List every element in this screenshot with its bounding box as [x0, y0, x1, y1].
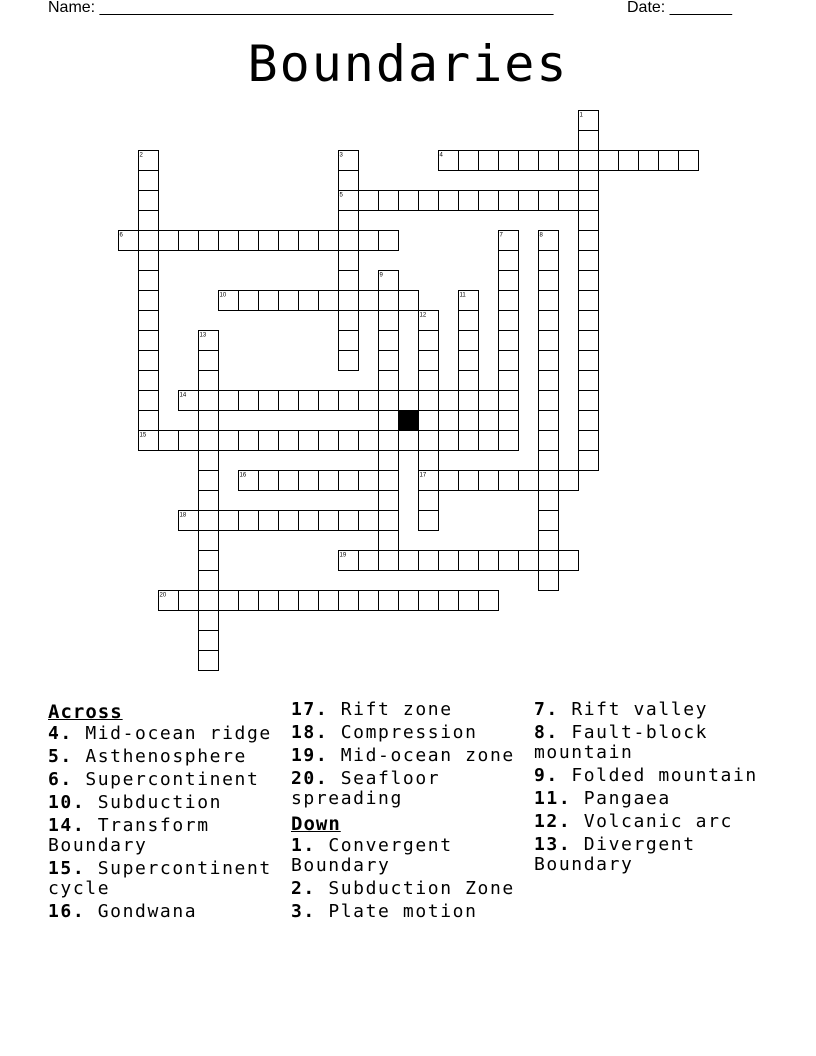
clue-number-label: 11 [459, 292, 466, 299]
grid-cell[interactable] [539, 251, 559, 271]
grid-cell[interactable] [499, 351, 519, 371]
grid-cell[interactable] [259, 591, 279, 611]
grid-cell[interactable] [459, 411, 479, 431]
grid-cell[interactable] [379, 531, 399, 551]
grid-cell[interactable] [539, 151, 559, 171]
grid-cell[interactable] [419, 591, 439, 611]
grid-cell[interactable] [419, 391, 439, 411]
grid-cell[interactable] [199, 231, 219, 251]
grid-cell[interactable] [199, 571, 219, 591]
clue-item: 9. Folded mountain [534, 765, 758, 786]
grid-cell[interactable] [359, 511, 379, 531]
grid-cell[interactable] [299, 591, 319, 611]
grid-cell[interactable] [579, 171, 599, 191]
grid-cell[interactable] [259, 231, 279, 251]
grid-cell[interactable] [399, 391, 419, 411]
grid-cell[interactable] [339, 551, 359, 571]
grid-cell[interactable] [219, 591, 239, 611]
grid-cell[interactable] [499, 391, 519, 411]
grid-cell[interactable] [419, 471, 439, 491]
grid-cell[interactable] [399, 191, 419, 211]
grid-cell[interactable] [539, 331, 559, 351]
grid-cell[interactable] [259, 431, 279, 451]
puzzle-title: Boundaries [247, 35, 569, 93]
grid-cell[interactable] [339, 151, 359, 171]
grid-cell[interactable] [379, 271, 399, 291]
grid-cell[interactable] [339, 351, 359, 371]
grid-cell[interactable] [439, 151, 459, 171]
grid-cell[interactable] [419, 491, 439, 511]
grid-cell[interactable] [139, 391, 159, 411]
grid-cell[interactable] [359, 551, 379, 571]
across-heading: Across [48, 701, 123, 723]
grid-cell[interactable] [199, 551, 219, 571]
grid-cell[interactable] [159, 431, 179, 451]
grid-cell[interactable] [539, 431, 559, 451]
clue-column-2 [291, 700, 527, 925]
grid-cell[interactable] [159, 591, 179, 611]
grid-cell[interactable] [399, 431, 419, 451]
grid-cell[interactable] [459, 431, 479, 451]
grid-cell[interactable] [579, 131, 599, 151]
grid-cell[interactable] [419, 511, 439, 531]
clue-item: 16. Gondwana [48, 901, 198, 922]
grid-cell[interactable] [359, 431, 379, 451]
clue-number-label: 9 [379, 272, 383, 279]
grid-cell[interactable] [479, 551, 499, 571]
grid-cell[interactable] [139, 191, 159, 211]
grid-cell[interactable] [379, 591, 399, 611]
clue-item: 8. Fault-block mountain [534, 722, 709, 763]
grid-cell[interactable] [339, 271, 359, 291]
grid-cell[interactable] [199, 631, 219, 651]
name-field[interactable]: Name: ___________________________________________________ [48, 0, 554, 16]
grid-cell[interactable] [519, 191, 539, 211]
grid-cell[interactable] [499, 291, 519, 311]
grid-cell[interactable] [319, 231, 339, 251]
grid-cell[interactable] [619, 151, 639, 171]
grid-cell[interactable] [339, 391, 359, 411]
grid-cell[interactable] [299, 391, 319, 411]
clue-item: 20. Seafloor spreading [291, 768, 441, 809]
grid-cell[interactable] [579, 431, 599, 451]
clue-column-1 [48, 700, 284, 925]
grid-cell[interactable] [239, 291, 259, 311]
grid-cell[interactable] [539, 231, 559, 251]
grid-cell[interactable] [499, 411, 519, 431]
clue-number-label: 10 [219, 292, 227, 299]
grid-cell[interactable] [259, 511, 279, 531]
grid-cell[interactable] [199, 511, 219, 531]
clue-item: 19. Mid-ocean zone [291, 745, 515, 766]
grid-cell[interactable] [579, 311, 599, 331]
grid-cell[interactable] [139, 211, 159, 231]
grid-cell[interactable] [339, 311, 359, 331]
grid-cell[interactable] [539, 491, 559, 511]
grid-cell[interactable] [179, 591, 199, 611]
clue-item: 12. Volcanic arc [534, 811, 733, 832]
grid-cell[interactable] [539, 391, 559, 411]
grid-cell[interactable] [639, 151, 659, 171]
grid-cell[interactable] [319, 431, 339, 451]
grid-cell[interactable] [379, 491, 399, 511]
grid-cell[interactable] [499, 191, 519, 211]
grid-cell[interactable] [439, 551, 459, 571]
grid-cell[interactable] [479, 431, 499, 451]
grid-cell[interactable] [459, 191, 479, 211]
grid-cell[interactable] [319, 591, 339, 611]
grid-cell[interactable] [379, 351, 399, 371]
grid-cell[interactable] [579, 411, 599, 431]
grid-cell[interactable] [419, 451, 439, 471]
grid-cell[interactable] [479, 471, 499, 491]
grid-cell[interactable] [339, 471, 359, 491]
grid-cell[interactable] [379, 311, 399, 331]
grid-cell[interactable] [379, 191, 399, 211]
grid-cell[interactable] [219, 231, 239, 251]
clue-item: 15. Supercontinent cycle [48, 858, 272, 899]
grid-cell[interactable] [539, 551, 559, 571]
clue-number-label: 14 [179, 392, 187, 399]
grid-cell[interactable] [459, 291, 479, 311]
clue-list [48, 700, 788, 960]
grid-cell[interactable] [519, 151, 539, 171]
grid-cell[interactable] [439, 431, 459, 451]
grid-cell[interactable] [499, 151, 519, 171]
grid-cell[interactable] [499, 271, 519, 291]
grid-cell[interactable] [579, 371, 599, 391]
grid-cell[interactable] [399, 551, 419, 571]
grid-cell[interactable] [459, 391, 479, 411]
grid-cell[interactable] [579, 111, 599, 131]
grid-cell[interactable] [459, 551, 479, 571]
grid-cell[interactable] [459, 331, 479, 351]
grid-cell[interactable] [539, 471, 559, 491]
grid-cell[interactable] [579, 151, 599, 171]
grid-cell[interactable] [139, 231, 159, 251]
grid-cell[interactable] [359, 471, 379, 491]
grid-cell[interactable] [199, 351, 219, 371]
grid-cell[interactable] [479, 191, 499, 211]
grid-cell[interactable] [519, 471, 539, 491]
grid-cell[interactable] [539, 291, 559, 311]
clue-number-label: 13 [199, 332, 207, 339]
grid-cell[interactable] [199, 651, 219, 671]
grid-cell[interactable] [579, 251, 599, 271]
grid-cell[interactable] [579, 391, 599, 411]
grid-cell[interactable] [139, 271, 159, 291]
grid-cell[interactable] [279, 511, 299, 531]
grid-cell[interactable] [559, 551, 579, 571]
clue-number-label: 17 [419, 472, 427, 479]
grid-cell[interactable] [339, 291, 359, 311]
grid-cell[interactable] [139, 431, 159, 451]
grid-cell[interactable] [379, 371, 399, 391]
clue-item: 1. Convergent Boundary [291, 835, 453, 876]
grid-cell[interactable] [239, 471, 259, 491]
grid-cell[interactable] [219, 391, 239, 411]
grid-cell[interactable] [379, 431, 399, 451]
grid-cell[interactable] [459, 311, 479, 331]
grid-cell[interactable] [659, 151, 679, 171]
grid-cell[interactable] [579, 291, 599, 311]
grid-cell[interactable] [139, 151, 159, 171]
grid-cell[interactable] [419, 351, 439, 371]
grid-cell[interactable] [579, 191, 599, 211]
grid-cell[interactable] [599, 151, 619, 171]
clue-item: 5. Asthenosphere [48, 746, 247, 767]
grid-cell[interactable] [579, 451, 599, 471]
down-heading: Down [291, 813, 341, 835]
grid-cell[interactable] [339, 191, 359, 211]
grid-cell[interactable] [399, 591, 419, 611]
grid-cell[interactable] [439, 591, 459, 611]
grid-cell[interactable] [219, 511, 239, 531]
grid-cell[interactable] [559, 191, 579, 211]
grid-cell[interactable] [439, 391, 459, 411]
clue-number-label: 4 [439, 152, 443, 159]
grid-cell[interactable] [679, 151, 699, 171]
clue-item: 13. Divergent Boundary [534, 834, 696, 875]
grid-cell[interactable] [579, 331, 599, 351]
clue-number-label: 7 [499, 232, 503, 239]
grid-cell[interactable] [359, 591, 379, 611]
clue-item: 4. Mid-ocean ridge [48, 723, 272, 744]
grid-cell[interactable] [219, 291, 239, 311]
grid-cell[interactable] [379, 511, 399, 531]
grid-cell[interactable] [539, 511, 559, 531]
grid-cell[interactable] [539, 531, 559, 551]
grid-cell[interactable] [279, 391, 299, 411]
clue-number-label: 8 [539, 232, 543, 239]
grid-cell[interactable] [199, 471, 219, 491]
grid-cell[interactable] [259, 471, 279, 491]
grid-cell[interactable] [419, 331, 439, 351]
grid-cell[interactable] [339, 431, 359, 451]
grid-cell[interactable] [379, 471, 399, 491]
clue-number-label: 1 [579, 112, 583, 119]
grid-cell[interactable] [419, 551, 439, 571]
grid-cell[interactable] [259, 291, 279, 311]
clue-number-label: 12 [419, 312, 427, 319]
grid-cell[interactable] [359, 291, 379, 311]
grid-cell[interactable] [579, 231, 599, 251]
header-row [48, 0, 748, 18]
grid-cell[interactable] [499, 331, 519, 351]
grid-cell[interactable] [539, 451, 559, 471]
grid-cell[interactable] [499, 431, 519, 451]
grid-cell[interactable] [179, 231, 199, 251]
date-field[interactable]: Date: _______ [627, 0, 732, 16]
grid-cell[interactable] [499, 551, 519, 571]
grid-cell[interactable] [239, 391, 259, 411]
grid-cell[interactable] [579, 351, 599, 371]
grid-cell[interactable] [239, 591, 259, 611]
grid-cell[interactable] [239, 431, 259, 451]
grid-cell[interactable] [419, 191, 439, 211]
grid-cell[interactable] [439, 191, 459, 211]
clue-item: 7. Rift valley [534, 699, 709, 720]
grid-cell[interactable] [359, 391, 379, 411]
grid-cell[interactable] [579, 211, 599, 231]
grid-cell[interactable] [459, 371, 479, 391]
grid-cell[interactable] [499, 251, 519, 271]
grid-cell[interactable] [179, 431, 199, 451]
grid-cell[interactable] [499, 471, 519, 491]
grid-cell[interactable] [319, 471, 339, 491]
grid-cell[interactable] [479, 151, 499, 171]
grid-cell[interactable] [139, 331, 159, 351]
grid-cell[interactable] [139, 411, 159, 431]
clue-number-label: 18 [179, 512, 187, 519]
clue-number-label: 16 [239, 472, 247, 479]
grid-cell[interactable] [299, 511, 319, 531]
grid-cell[interactable] [539, 371, 559, 391]
grid-cell[interactable] [239, 511, 259, 531]
grid-cell[interactable] [139, 171, 159, 191]
grid-cell[interactable] [199, 451, 219, 471]
grid-cell[interactable] [319, 391, 339, 411]
clue-column-3 [534, 700, 770, 878]
grid-cell[interactable] [459, 471, 479, 491]
grid-cell[interactable] [419, 371, 439, 391]
grid-cell[interactable] [299, 291, 319, 311]
grid-cell[interactable] [339, 231, 359, 251]
clue-number-label: 3 [339, 152, 343, 159]
grid-cell[interactable] [499, 231, 519, 251]
black-cell [399, 411, 419, 431]
grid-cell[interactable] [159, 231, 179, 251]
grid-cell[interactable] [379, 411, 399, 431]
grid-cell[interactable] [479, 391, 499, 411]
grid-cell[interactable] [459, 591, 479, 611]
grid-cell[interactable] [579, 271, 599, 291]
grid-cell[interactable] [279, 231, 299, 251]
grid-cell[interactable] [199, 411, 219, 431]
clue-number-label: 20 [159, 592, 167, 599]
grid-cell[interactable] [279, 431, 299, 451]
grid-cell[interactable] [219, 431, 239, 451]
grid-cell[interactable] [519, 551, 539, 571]
grid-cell[interactable] [539, 191, 559, 211]
grid-cell[interactable] [199, 611, 219, 631]
grid-cell[interactable] [199, 431, 219, 451]
grid-cell[interactable] [499, 371, 519, 391]
grid-cell[interactable] [459, 151, 479, 171]
grid-cell[interactable] [419, 311, 439, 331]
grid-cell[interactable] [439, 471, 459, 491]
grid-cell[interactable] [319, 511, 339, 531]
grid-cell[interactable] [199, 371, 219, 391]
grid-cell[interactable] [379, 551, 399, 571]
grid-cell[interactable] [239, 231, 259, 251]
clue-item: 18. Compression [291, 722, 478, 743]
grid-cell[interactable] [459, 351, 479, 371]
clue-item: 11. Pangaea [534, 788, 671, 809]
grid-cell[interactable] [419, 431, 439, 451]
clue-number-label: 2 [139, 152, 143, 159]
clue-number-label: 15 [139, 432, 147, 439]
grid-cell[interactable] [359, 231, 379, 251]
grid-cell[interactable] [339, 211, 359, 231]
grid-cell[interactable] [279, 291, 299, 311]
grid-cell[interactable] [179, 511, 199, 531]
grid-cell[interactable] [479, 591, 499, 611]
grid-cell[interactable] [419, 411, 439, 431]
clue-item: 17. Rift zone [291, 699, 453, 720]
grid-cell[interactable] [359, 191, 379, 211]
clue-item: 6. Supercontinent [48, 769, 260, 790]
grid-cell[interactable] [199, 391, 219, 411]
grid-cell[interactable] [139, 251, 159, 271]
grid-cell[interactable] [499, 311, 519, 331]
grid-cell[interactable] [539, 351, 559, 371]
grid-cell[interactable] [339, 511, 359, 531]
grid-cell[interactable] [299, 471, 319, 491]
grid-cell[interactable] [279, 471, 299, 491]
clue-item: 10. Subduction [48, 792, 223, 813]
grid-cell[interactable] [199, 591, 219, 611]
grid-cell[interactable] [139, 291, 159, 311]
clue-item: 2. Subduction Zone [291, 878, 515, 899]
grid-cell[interactable] [539, 271, 559, 291]
grid-cell[interactable] [259, 391, 279, 411]
grid-cell[interactable] [339, 251, 359, 271]
grid-cell[interactable] [559, 471, 579, 491]
grid-cell[interactable] [379, 331, 399, 351]
grid-cell[interactable] [119, 231, 139, 251]
clue-number-label: 6 [119, 232, 123, 239]
grid-cell[interactable] [179, 391, 199, 411]
grid-cell[interactable] [339, 331, 359, 351]
grid-cell[interactable] [199, 491, 219, 511]
clue-item: 3. Plate motion [291, 901, 478, 922]
grid-cell[interactable] [379, 451, 399, 471]
grid-cell[interactable] [539, 411, 559, 431]
grid-cell[interactable] [279, 591, 299, 611]
grid-cell[interactable] [139, 371, 159, 391]
grid-cell[interactable] [339, 171, 359, 191]
grid-cell[interactable] [539, 311, 559, 331]
grid-cell[interactable] [299, 231, 319, 251]
grid-cell[interactable] [139, 351, 159, 371]
grid-cell[interactable] [539, 571, 559, 591]
grid-cell[interactable] [319, 291, 339, 311]
grid-cell[interactable] [199, 531, 219, 551]
grid-cell[interactable] [339, 591, 359, 611]
clue-number-label: 19 [339, 552, 347, 559]
grid-cell[interactable] [379, 231, 399, 251]
grid-cell[interactable] [139, 311, 159, 331]
grid-cell[interactable] [559, 151, 579, 171]
grid-cell[interactable] [379, 291, 399, 311]
clue-item: 14. Transform Boundary [48, 815, 210, 856]
grid-cell[interactable] [379, 391, 399, 411]
grid-cell[interactable] [399, 291, 419, 311]
grid-cell[interactable] [199, 331, 219, 351]
clue-number-label: 5 [339, 192, 343, 199]
grid-cell[interactable] [299, 431, 319, 451]
